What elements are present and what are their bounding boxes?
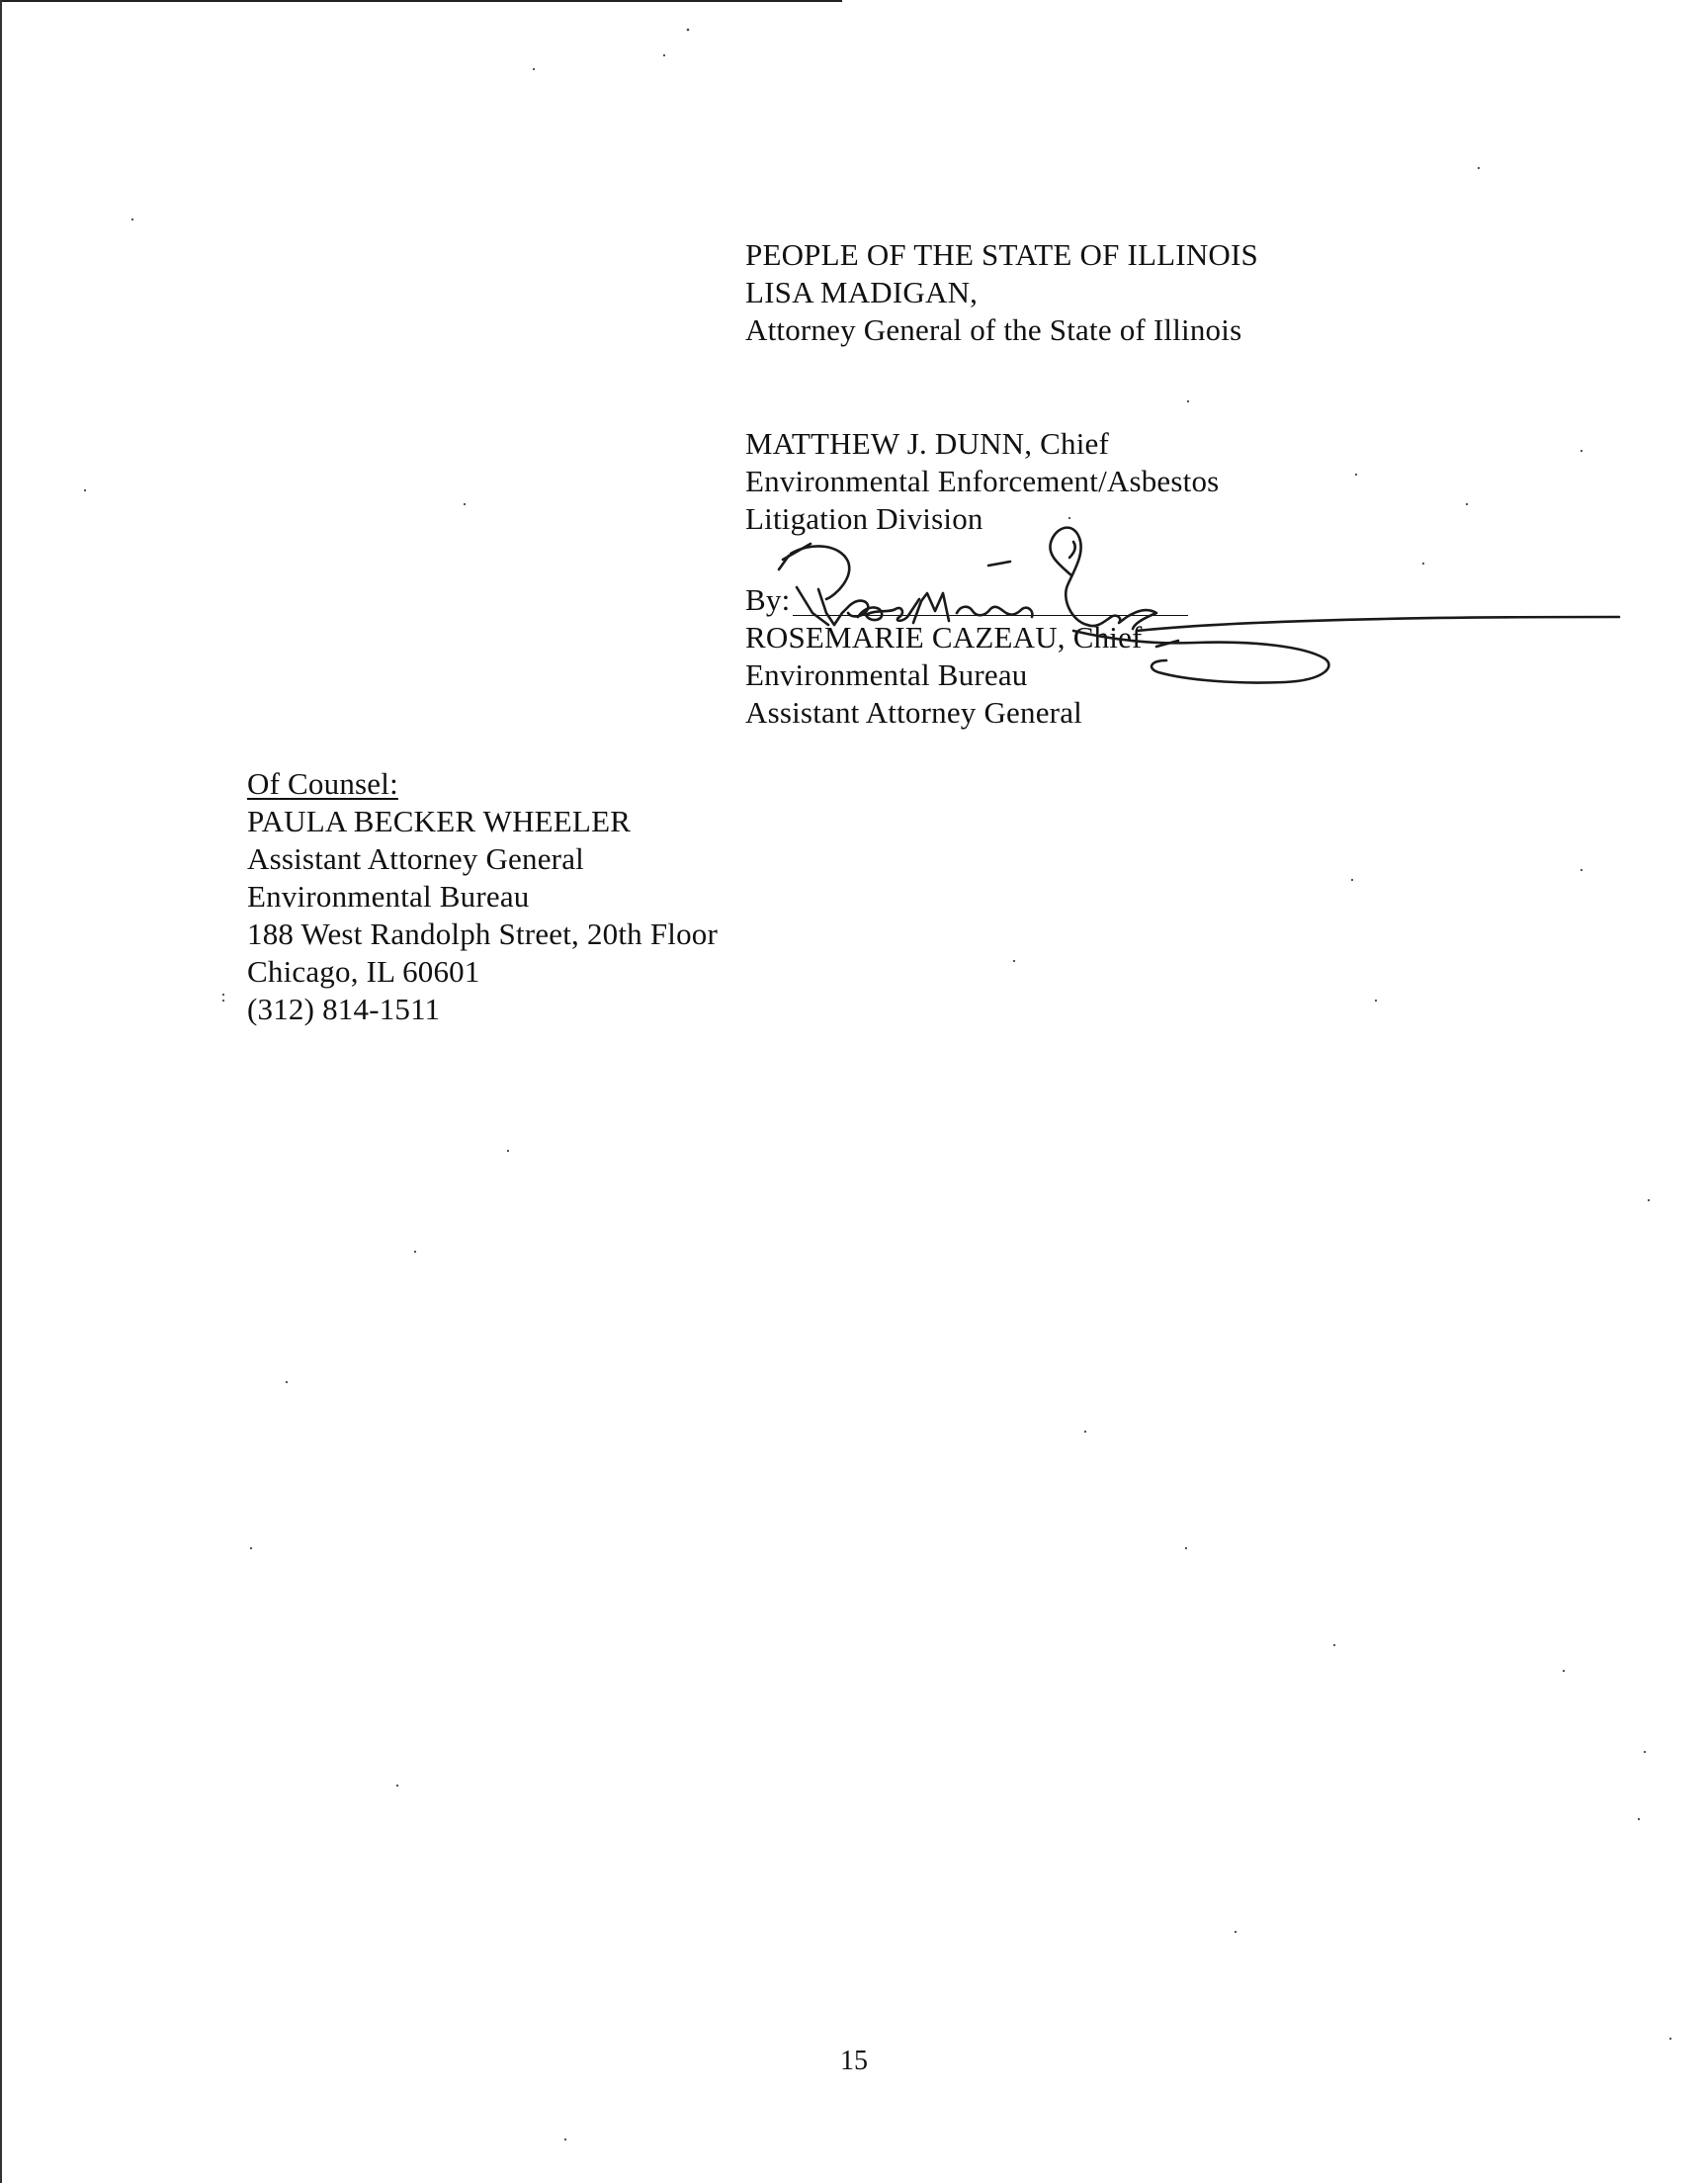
- by-label: By:: [745, 582, 791, 617]
- scan-border-left: [0, 0, 2, 2183]
- page-number: 15: [840, 2046, 868, 2076]
- attorney-general-title: Attorney General of the State of Illinois: [745, 312, 1242, 347]
- attorney-general-name: LISA MADIGAN,: [745, 275, 979, 309]
- counsel-city-state-zip: Chicago, IL 60601: [247, 954, 480, 989]
- counsel-name: PAULA BECKER WHEELER: [247, 804, 632, 838]
- signature-line: [793, 615, 1188, 616]
- counsel-bureau: Environmental Bureau: [247, 879, 530, 914]
- division-name-line1: Environmental Enforcement/Asbestos: [745, 464, 1220, 498]
- party-name: PEOPLE OF THE STATE OF ILLINOIS: [745, 237, 1258, 272]
- signer-title: Assistant Attorney General: [745, 695, 1082, 730]
- of-counsel-heading: Of Counsel:: [247, 766, 398, 801]
- division-name-line2: Litigation Division: [745, 501, 983, 536]
- scan-border-top: [0, 0, 842, 2]
- counsel-street-address: 188 West Randolph Street, 20th Floor: [247, 917, 718, 951]
- signer-name: ROSEMARIE CAZEAU, Chief: [745, 620, 1143, 655]
- signer-bureau: Environmental Bureau: [745, 657, 1028, 692]
- counsel-phone: (312) 814-1511: [247, 992, 441, 1026]
- division-chief-name: MATTHEW J. DUNN, Chief: [745, 426, 1110, 461]
- counsel-title: Assistant Attorney General: [247, 841, 584, 876]
